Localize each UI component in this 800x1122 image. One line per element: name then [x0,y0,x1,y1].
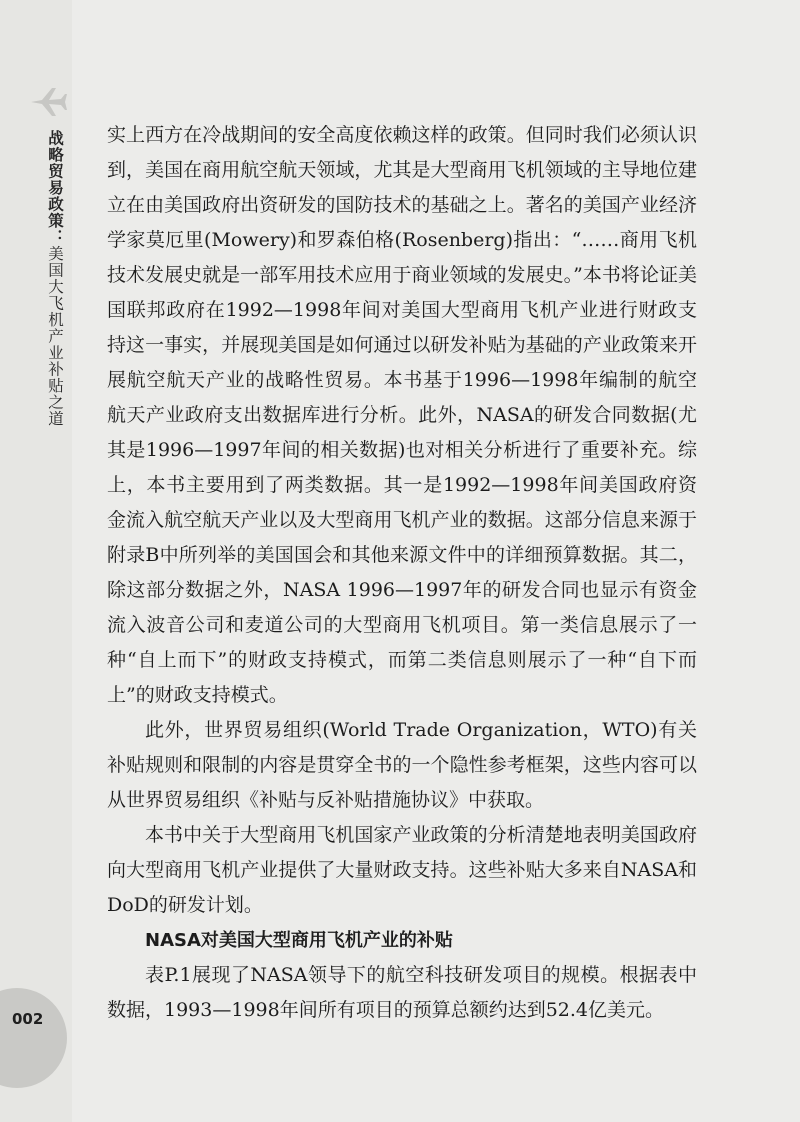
paragraph-table-intro: 表P.1展现了NASA领导下的航空科技研发项目的规模。根据表中数据，1993—1998年间所有项目的预算总额约达到52.4亿美元。 [107,964,697,1021]
paragraph-analysis: 本书中关于大型商用飞机国家产业政策的分析清楚地表明美国政府向大型商用飞机产业提供了大量财政支持。这些补贴大多来自NASA和DoD的研发计划。 [107,824,697,916]
running-head-separator: ： [46,229,64,246]
airplane-icon [28,82,68,122]
paragraph-continued: 实上西方在冷战期间的安全高度依赖这样的政策。但同时我们必须认识到，美国在商用航空航天领域，尤其是大型商用飞机领域的主导地位建立在由美国政府出资研发的国防技术的基础之上。著名的美国产业经济学家莫厄里(Mowery)和罗森伯格(Rosenberg)指出：“……商用飞机技术发展史就是一部军用技术应用于商业领域的发展史。”本书将论证美国联邦政府在1992—1998年间对美国大型商用飞机产业进行财政支持这一事实，并展现美国是如何通过以研发补贴为基础的产业政策来开展航空航天产业的战略性贸易。本书基于1996—1998年编制的航空航天产业政府支出数据库进行分析。此外，NASA的研发合同数据(尤其是1996—1997年间的相关数据)也对相关分析进行了重要补充。综上，本书主要用到了两类数据。其一是1992—1998年间美国政府资金流入航空航天产业以及大型商用飞机产业的数据。这部分信息来源于附录B中所列举的美国国会和其他来源文件中的详细预算数据。其二，除这部分数据之外，NASA 1996—1997年的研发合同也显示有资金流入波音公司和麦道公司的大型商用飞机项目。第一类信息展示了一种“自上而下”的财政支持模式，而第二类信息则展示了一种“自下而上”的财政支持模式。 [107,124,697,706]
running-head-subtitle: 美国大飞机产业补贴之道 [46,245,64,427]
paragraph-wto: 此外，世界贸易组织(World Trade Organization，WTO)有关补贴规则和限制的内容是贯穿全书的一个隐性参考框架，这些内容可以从世界贸易组织《补贴与反补贴措施协议》中获取。 [107,719,697,811]
body-text [107,118,697,1028]
running-head-series: 战略贸易政策 [46,130,64,229]
section-heading: NASA对美国大型商用飞机产业的补贴 [145,930,453,951]
running-head [27,130,63,427]
page-number: 002 [12,1010,44,1028]
